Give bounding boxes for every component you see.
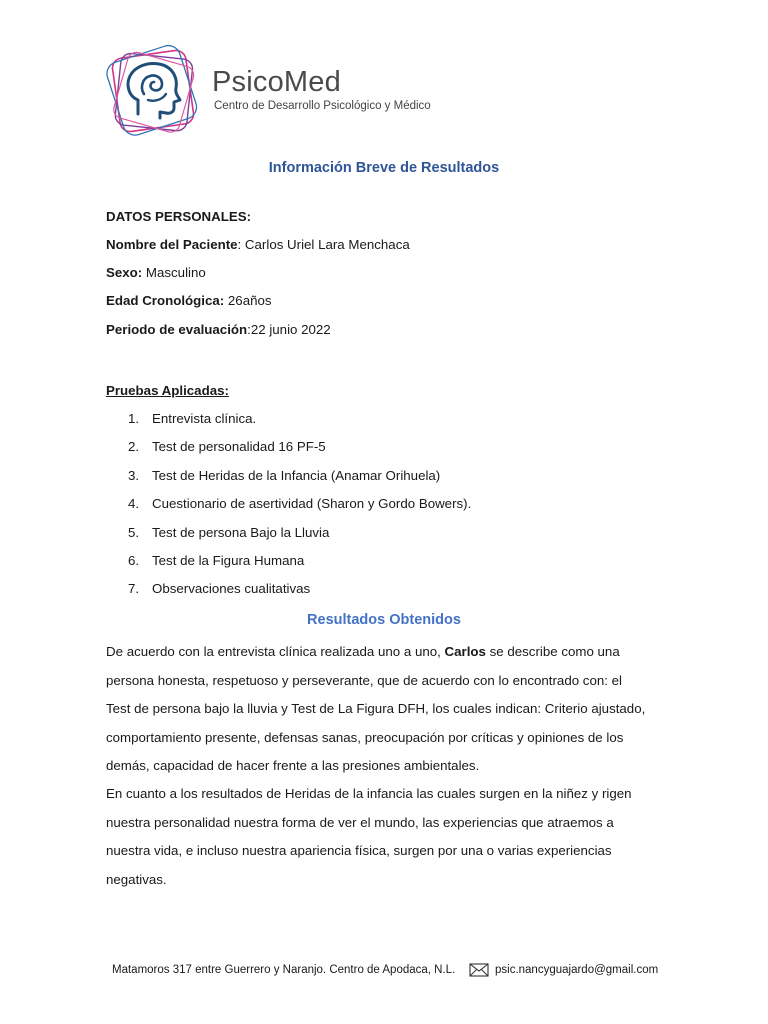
paragraph-line: Test de persona bajo la lluvia y Test de La Figura DFH, los cuales indican: Criterio ajustado,	[106, 701, 646, 717]
envelope-icon	[469, 963, 489, 977]
period-value: :22 junio 2022	[247, 322, 331, 337]
paragraph-line: demás, capacidad de hacer frente a las presiones ambientales.	[106, 758, 480, 774]
list-item-number: 6.	[128, 552, 140, 568]
period-label: Periodo de evaluación	[106, 322, 248, 337]
list-item	[106, 580, 471, 608]
psicomed-logo	[104, 44, 434, 140]
list-item	[106, 495, 471, 523]
list-item	[106, 467, 471, 495]
age-label: Edad Cronológica:	[106, 293, 225, 308]
patient-first-name: Carlos	[444, 644, 486, 659]
sex-label: Sexo:	[106, 265, 143, 280]
list-item-number: 4.	[128, 496, 140, 512]
list-item-label: Observaciones cualitativas	[152, 581, 311, 597]
paragraph-text: De acuerdo con la entrevista clínica realizada uno a uno,	[106, 644, 445, 659]
footer	[112, 962, 672, 980]
paragraph-line: nuestra personalidad nuestra forma de ver el mundo, las experiencias que atraemos a	[106, 814, 614, 830]
paragraph-line: comportamiento presente, defensas sanas, preocupación por críticas y opiniones de los	[106, 729, 624, 745]
brain-head-icon	[104, 44, 202, 140]
paragraph-text: se describe como una	[485, 644, 620, 659]
patient-name-label: Nombre del Paciente	[106, 237, 238, 252]
list-item-label: Test de la Figura Humana	[152, 552, 305, 568]
list-item-number: 5.	[128, 524, 140, 540]
footer-address: Matamoros 317 entre Guerrero y Naranjo. Centro de Apodaca, N.L.	[112, 964, 456, 976]
list-item-label: Entrevista clínica.	[152, 411, 257, 426]
paragraph-line: negativas.	[106, 871, 167, 887]
age-value: 26años	[224, 293, 272, 308]
paragraph-line	[106, 638, 666, 667]
list-item	[106, 524, 471, 552]
personal-data-heading: DATOS PERSONALES:	[106, 209, 252, 224]
sex-value: Masculino	[142, 265, 206, 280]
list-item-label: Test de Heridas de la Infancia (Anamar Orihuela)	[152, 467, 441, 483]
age-row	[106, 292, 272, 310]
results-paragraph-2	[106, 780, 666, 894]
results-heading: Resultados Obtenidos	[307, 612, 461, 628]
list-item	[106, 438, 471, 466]
brand-subtitle: Centro de Desarrollo Psicológico y Médico	[214, 100, 431, 112]
list-item-number: 7.	[128, 581, 140, 597]
list-item-number: 1.	[128, 411, 140, 426]
tests-list	[106, 410, 471, 609]
document-title: Información Breve de Resultados	[268, 160, 500, 176]
footer-email-link[interactable]: psic.nancyguajardo@gmail.com	[495, 964, 659, 976]
patient-name-value: : Carlos Uriel Lara Menchaca	[237, 237, 410, 252]
brand-name: PsicoMed	[212, 66, 341, 98]
list-item-label: Test de personalidad 16 PF-5	[152, 439, 326, 455]
paragraph-line: En cuanto a los resultados de Heridas de la infancia las cuales surgen en la niñez y rigen	[106, 786, 632, 801]
list-item-number: 2.	[128, 439, 140, 455]
list-item	[106, 410, 471, 438]
paragraph-line: nuestra vida, e incluso nuestra apariencia física, surgen por una o varias experiencias	[106, 843, 612, 859]
tests-heading: Pruebas Aplicadas:	[106, 383, 229, 398]
list-item-number: 3.	[128, 467, 140, 483]
list-item-label: Test de persona Bajo la Lluvia	[152, 524, 330, 540]
patient-name-row	[106, 236, 410, 254]
paragraph-line: persona honesta, respetuoso y perseverante, que de acuerdo con lo encontrado con: el	[106, 672, 622, 688]
sex-row	[106, 264, 206, 282]
period-row	[106, 321, 331, 339]
list-item-label: Cuestionario de asertividad (Sharon y Gordo Bowers).	[152, 496, 472, 512]
results-paragraph-1	[106, 638, 666, 781]
list-item	[106, 552, 471, 580]
